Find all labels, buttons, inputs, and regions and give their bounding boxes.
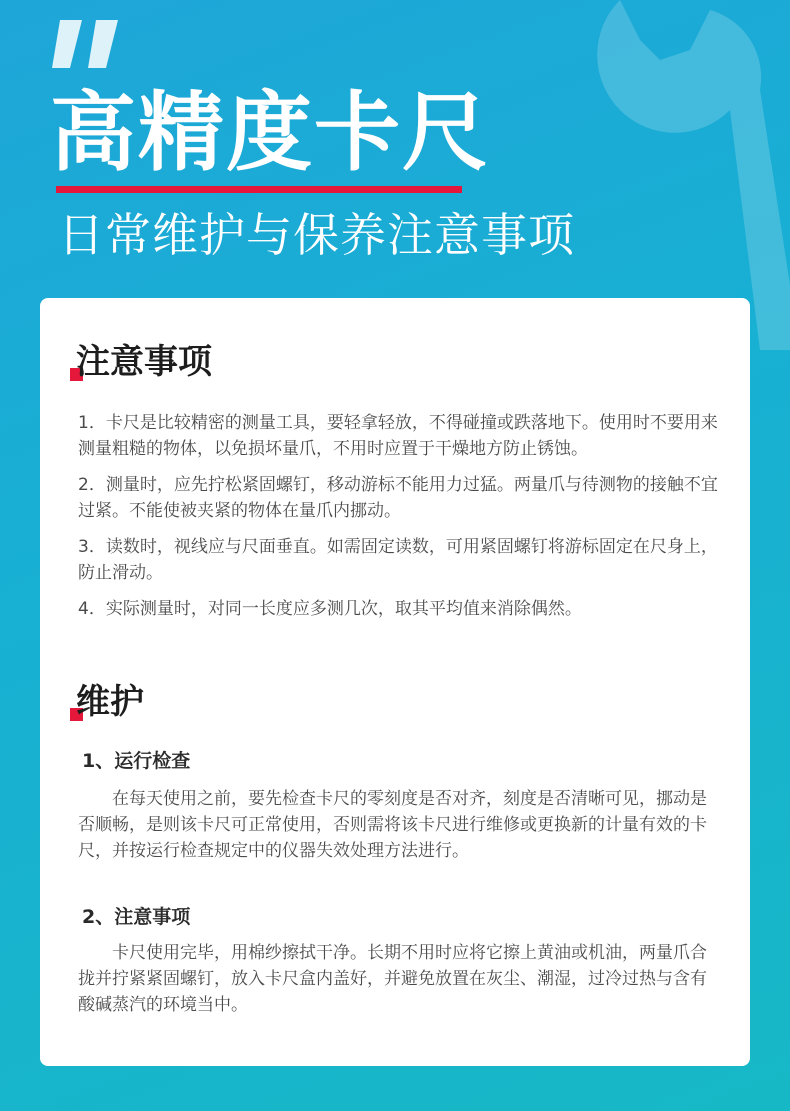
list-item: 4．实际测量时，对同一长度应多测几次，取其平均值来消除偶然。 — [78, 599, 582, 619]
precautions-text: 卡尺使用完毕，用棉纱擦拭干净。长期不用时应将它擦上黄油或机油，两量爪合拢并拧紧紧固螺钉，放入卡尺盒内盖好，并避免放置在灰尘、潮湿，过冷过热与含有酸碱蒸汽的环境当中。 — [78, 943, 707, 1015]
notes-list — [78, 410, 718, 632]
page-subtitle: 日常维护与保养注意事项 — [58, 208, 575, 262]
run-check-text: 在每天使用之前，要先检查卡尺的零刻度是否对齐，刻度是否清晰可见，挪动是否顺畅，是则该卡尺可正常使用，否则需将该卡尺进行维修或更换新的计量有效的卡尺，并按运行检查规定中的仪器失效处理方法进行。 — [78, 789, 707, 861]
maintenance-heading — [76, 680, 144, 724]
page-title: 高精度卡尺 — [50, 83, 490, 183]
run-check-title: 1、运行检查 — [82, 750, 191, 772]
notes-heading — [76, 340, 212, 384]
quote-mark-icon — [52, 20, 122, 68]
list-item: 3．读数时，视线应与尺面垂直。如需固定读数，可用紧固螺钉将游标固定在尺身上，防止滑动。 — [78, 537, 718, 583]
content-card — [40, 298, 750, 1066]
title-underline — [56, 186, 462, 193]
maintenance-heading-label: 维护 — [76, 682, 144, 722]
notes-heading-label: 注意事项 — [76, 342, 212, 382]
precautions-title: 2、注意事项 — [82, 906, 191, 928]
list-item: 1．卡尺是比较精密的测量工具，要轻拿轻放，不得碰撞或跌落地下。使用时不要用来测量粗糙的物体，以免损坏量爪，不用时应置于干燥地方防止锈蚀。 — [78, 413, 718, 459]
list-item: 2．测量时，应先拧松紧固螺钉，移动游标不能用力过猛。两量爪与待测物的接触不宜过紧。不能使被夹紧的物体在量爪内挪动。 — [78, 475, 718, 521]
